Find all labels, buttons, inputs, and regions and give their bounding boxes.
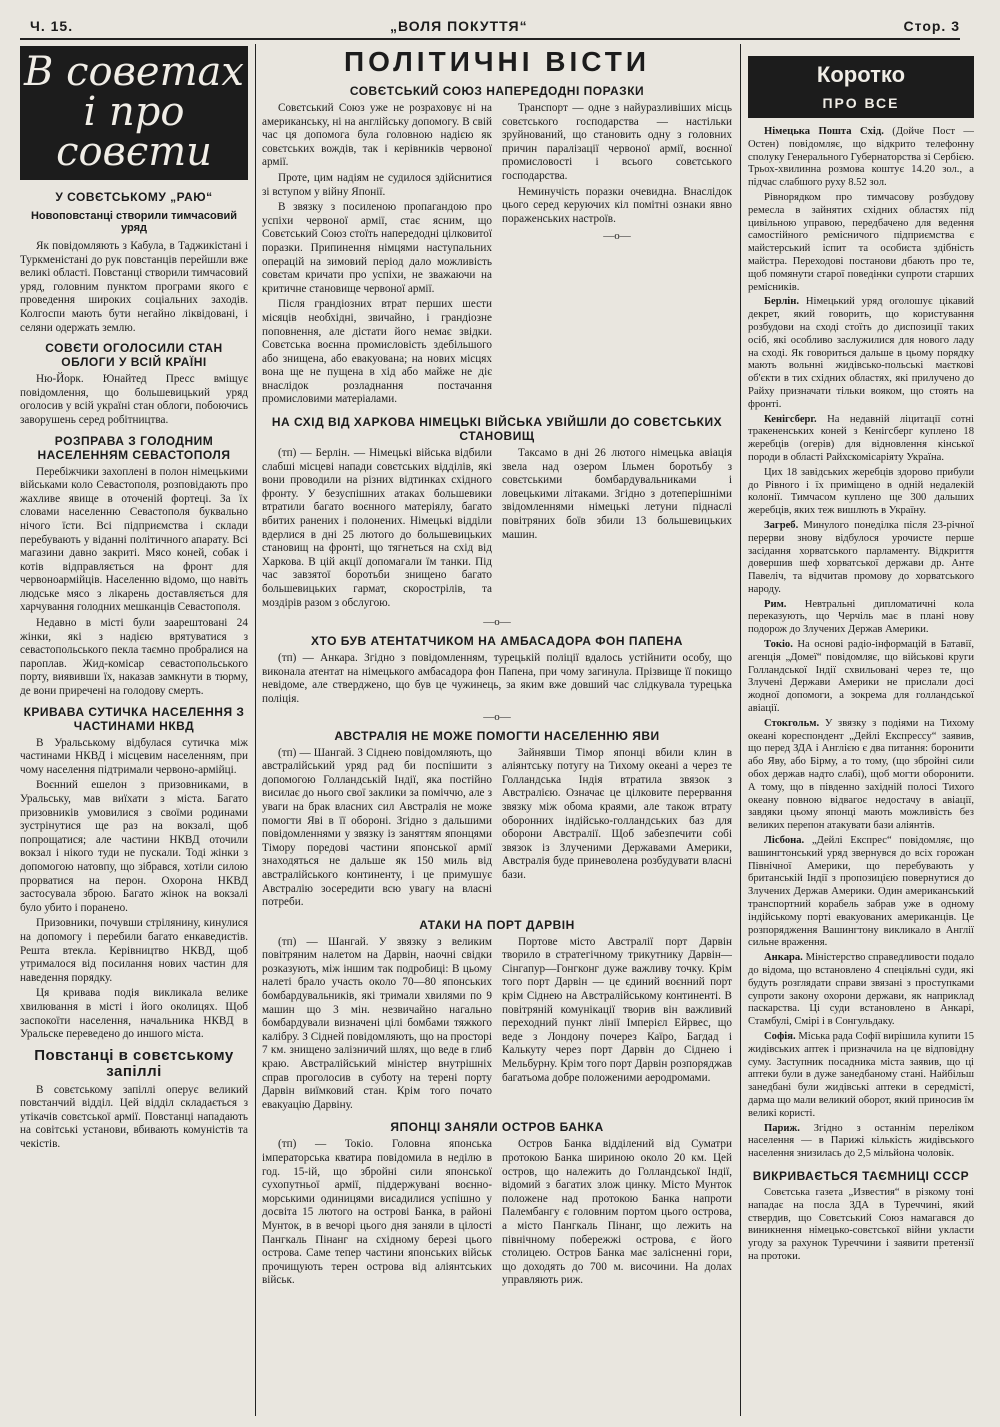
news-brief: [748, 1031, 974, 1121]
article-text: Проте, цим надіям не судилося здійснитися зі вступом у війну Японії.: [262, 171, 492, 198]
headline: АТАКИ НА ПОРТ ДАРВІН: [419, 917, 575, 932]
divider: —o—: [483, 710, 511, 723]
section-banner: В советах і про совєти: [20, 46, 248, 180]
article-text: Портове місто Австралії порт Дарвін творило в стратегічному трикутнику Дарвін—Сінгапур—Гонгконг дуже важливу точку. Крім того порт Дарвін — це єдиний воєнний порт крім Сіднею на Австралійському континенті. В повітряній комунікації творив він важливий переходний пункт лінії Імперієл Ейрвес, що веде з Лондону почерез Каїро, Багдад і Калькуту через порт Дарвін до Сіднею і Мельбурну. Крім того порт Дарвін розпоряджав багатьома добре положеними аеродромами.: [502, 935, 732, 1084]
column-rule: [740, 44, 741, 1416]
article-text: (тп) — Берлін. — Німецькі війська відбили слабші місцеві напади совєтських відділів, які вони проводили на різних відтинках східного фронту. У безуспішних атаках большевики втратили багато воєнного матеріялу, багато вбитих ранених і полонених. Німецькі відділи вдерлися в дні 25 лютого до большевицьких становищ на фронті, що тягнеться на схід від Харкова. В цій акції допомагали їм танки. Під час завзятої боротьби знищено багато большевицьких гармат, скорострілів, та моздірів разом з обслугою.: [262, 447, 492, 609]
newspaper-title: „ВОЛЯ ПОКУТТЯ“: [390, 18, 528, 34]
news-brief: [748, 1123, 974, 1161]
brief-text: Німецький уряд оголошує цікавий декрет, який говорить, що користування розбудови на сході стоїть до диспозиції таких осіб, які особливо заслужилися для нового ладу на сході. Як говориться дальше в цьому порядку мають вольнні жидівсько-польські маєткові об'єкти в тих східних областях, які прилучено до Райху призначати тільки вояком, що стоять на фронті.: [748, 296, 974, 410]
article-body: [262, 747, 732, 912]
news-brief: [748, 296, 974, 411]
brief-text: Міністерство справедливости подало до відома, що встановлено 4 спеціяльні суди, які будуть розглядати справи звязані з проступками супроти закону охорони держави, як наприклад паскарства. Ці суди встановлено в Анкарі, Стамбулі, Смірі і в Сонгульдаку.: [748, 952, 974, 1028]
news-brief: [748, 126, 974, 190]
article-text: Недавно в місті були заарештовані 24 жінки, які з надією врятуватися з севастопольського пекла таємно пробралися на пароплав. Жид-комісар севастопольського порту, виявивши їх, наказав замкнути в тюрму, де вони приречені на голодову смерть.: [20, 617, 248, 698]
article-text: В Уральському відбулася сутичка між частинами НКВД і місцевим населенням, при чому населення підтримали червоно-армійці.: [20, 736, 248, 776]
news-brief: [748, 639, 974, 716]
article-text: Совєтський Союз уже не розраховує ні на американську, ні на англійську допомогу. В свій час ця допомога була головною надією як совєтських вождів, так і керівників червоної армії.: [262, 102, 492, 169]
headline: Повстанці в совєтському запіллі: [34, 1046, 234, 1080]
news-brief-list: [748, 126, 974, 1161]
headline: У СОВЄТСЬКОМУ „РАЮ“: [55, 190, 213, 204]
brief-text: У звязку з подіями на Тихому океані кореспондент „Дейлі Експрессу“ заявив, що перед ЗДА і Англією є два питання: боронити або Яву, або Бірму, а то тому, (що збройні сили обох держав надто слабі), щоб могти оборонити. А тому, що в південно західній полосі Тихого океану повною відвагоє недостачу в авіації, завдяки цьому японці мають можливість без великих перепон атакувати бази аліянтів.: [748, 717, 974, 832]
article-body: [262, 936, 732, 1115]
article-text: В звязку з посиленою пропагандою про успіхи червоної армії, стає ясним, що Совєтський Союз стоїть напередодні цілковитої поразки. Припинення німцями наступальних операцій на зимовий період дало можливість совєтам кричати про успіхи, не зважаючи на критичне становище червоної армії.: [262, 201, 492, 295]
article-text: (тп) — Шангай. З Сіднею повідомляють, що австралійський уряд рад би поспішити з допомогою Голландській Індії, яка постійно висилає до нього свої заклики за поміччю, але з уваги на брак власних сил Австралія не може помогти Яві в її обороні. Згідно з дальшими повідомленнями у звязку із заняттям японцями Тімору поредові частини японської армії знаходяться не дальше як 150 миль від австралійського континенту, і це примушує Австралію зосередити всю увагу на власні потреби.: [262, 746, 492, 909]
brief-text: Невтральні дипломатичні кола переказують, що Черчіль має в плані нову подорож до Злучених Держав Америки.: [748, 598, 974, 636]
brief-dateline: Стокгольм.: [764, 717, 820, 729]
article-body: [262, 447, 732, 612]
brief-dateline: Лісбона.: [764, 835, 805, 847]
brief-dateline: Рим.: [764, 598, 787, 610]
headline: СОВЄТИ ОГОЛОСИЛИ СТАН ОБЛОГИ У ВСІЙ КРАЇНІ: [45, 341, 223, 370]
headline: ЯПОНЦІ ЗАНЯЛИ ОСТРОВ БАНКА: [390, 1120, 604, 1135]
brief-text: (Дойче Пост — Остен) повідомляє, що відкрито телефонну сполуку Генерального Губернаторства зі Сербією. Трьох-хвилинна розмова коштує 14.20 зол., а підчас слабшого руху 8.52 зол.: [748, 126, 974, 189]
headline: РОЗПРАВА З ГОЛОДНИМ НАСЕЛЕННЯМ СЕВАСТОПОЛЯ: [37, 433, 231, 462]
brief-text: „Дейлі Експрес“ повідомляє, що вашингтонський уряд звернувся до всіх горожан Північної Америки, що перебувають у британській Індії з пропозицією повернутися до Злучених Держав Америки. Один американський транспортний корабель забрав уже в одному індійському порті евакуованих американців. Це розпорядження Вашингтону викликало в Англії сильне враження.: [748, 835, 974, 949]
right-column: [748, 56, 974, 1416]
article-text: Зайнявши Тімор японці вбили клин в аліянтську потугу на Тихому океані а через те Голландська Індія втратила звязок з Австралією. Означає це цілковите перервання звязку між обома краями, але також втрату оборонних індійсько-голландських баз для оборони Австралії. Щоб забезпечити собі звязок із Злученими Державами Америки, Австралія буде приневолена розбудувати власні бази.: [502, 746, 732, 881]
article-text: Транспорт — одне з найуразливіших місць совєтського господарства — настільки зруйнований, що становить одну з головних причин паралізації червоної армії, воєнної промисловості і всього совєтського господарства.: [502, 102, 732, 182]
brief-dateline: Німецька Пошта Схід.: [764, 126, 884, 137]
left-column: [20, 46, 248, 1416]
brief-dateline: Париж.: [764, 1122, 800, 1134]
news-brief: [748, 414, 974, 465]
section-banner: [748, 56, 974, 118]
article-body: [262, 1138, 732, 1290]
article-text: (тп) — Шангай. У звязку з великим повітряним налетом на Дарвін, наочні свідки розказують, між іншим так подробиці: В цьому налеті брало участь около 70—80 японських бомбардувальників, які тримали хвилями по 9 машин що 3 мін. незвичайно нагально бомбардували визначені цілі бомбами тяжкого калібру. З Сідней повідомляють, що на просторі 7 км. знищено залізничий шлях, що веде в глиб краю. Австралійський міністер внутрішніх справ проголосив в суботу на терені порту Дарвін виїмковий стан. Крім того почато евакуацію Дарвіну.: [262, 935, 492, 1111]
brief-dateline: Берлін.: [764, 296, 799, 308]
headline: ХТО БУВ АТЕНТАТЧИКОМ НА АМБАСАДОРА ФОН ПАПЕНА: [311, 634, 683, 649]
article-text: Як повідомляють з Кабула, в Таджикістані і Туркменістані до рук повстанців перейшли вже великі області. Повстанці створили тимчасовий уряд, головним пунктом програми якого є проведення широких соціальних заходів. Колгоспи мають бути негайно ліквідовані, і селяни одержать землю.: [20, 240, 248, 334]
brief-dateline: Токіо.: [764, 639, 793, 651]
news-brief: [748, 520, 974, 597]
brief-dateline: Софія.: [764, 1030, 796, 1042]
brief-text: Рівнорядком про тимчасову розбудову ремесла в зайнятих східних областях під цивільною управою, передбачено для ведення самостійного ремісничого підприємства є майстерський іспит та особиста здібність майстра. Переходові постанови дбають про те, щоб помянути старої поведінки супроти старших ремісників.: [748, 191, 974, 293]
article-text: Неминучість поразки очевидна. Внаслідок цього серед керуючих кіл помітні ознаки явно пораженських настроїв.: [502, 185, 732, 225]
article-text: Совєтська газета „Известия“ в різкому тоні нападає на посла ЗДА в Туреччині, який ствердив, що Совєтський Союз намагався до виникнення німецько-совєтської війни укласти угоду за рахунок Туреччини і заявити претензії на протоки.: [748, 1186, 974, 1262]
section-title: ПОЛІТИЧНІ ВІСТИ: [343, 46, 651, 77]
issue-number: Ч. 15.: [30, 18, 74, 34]
page-number: Стор. 3: [903, 18, 960, 34]
brief-text: На основі радіо-інформацій в Батавії, агенція „Домеї“ повідомляє, що військові круги Голландської Індії схвильовані через те, що Злучені Держави Америки не прислали досі жодної допомоги, а зокрема для голландської авіації.: [748, 639, 974, 715]
brief-text: Цих 18 завідських жеребців здорово прибули до Рівного і їх приміщено в одній недалекій колонії. Тимчасом куплено ще 300 дальших жеребців, яких теж вишлють в Україну.: [748, 466, 974, 517]
news-brief: [748, 718, 974, 833]
banner-title: Коротко: [816, 62, 906, 87]
article-text: В совєтському запіллі оперує великий повстанчий відділ. Цей відділ складається з утікачів совєтської армії. Повстанці нападають на совітські установи, вбивають комуністів та чекістів.: [20, 1083, 248, 1151]
article-text: Ню-Йорк. Юнайтед Пресс вміщує повідомлення, що большевицький уряд оголосив у всій україні стан облоги, побоючись заворушень серед робітництва.: [20, 373, 248, 426]
divider: —o—: [603, 230, 631, 243]
page-header: [30, 18, 960, 38]
article-text: (тп) — Анкара. Згідно з повідомленням, турецькій поліції вдалось устійнити особу, що виконала атентат на німецького амбасадора фон Папена, при чому загинула. Прізвище її покищо невідоме, але стверджено, що був це чужинець, за яким вже довший час слідкувала турецька поліція.: [262, 652, 732, 705]
news-brief: [748, 835, 974, 950]
brief-dateline: Анкара.: [764, 952, 803, 964]
article-text: Таксамо в дні 26 лютого німецька авіація звела над озером Ільмен боротьбу з совєтськими бомбардувальниками і ловецькими літаками. Згідно з дотеперішніми звідомленнями німецькі летуни піднаслі повітряних боїв збили 13 большевицьких машин.: [502, 447, 732, 541]
header-rule: [20, 38, 960, 40]
headline: КРИВАВА СУТИЧКА НАСЕЛЕННЯ З ЧАСТИНАМИ НКВД: [23, 704, 245, 733]
news-brief: [748, 467, 974, 518]
divider: —o—: [483, 616, 511, 629]
brief-dateline: Кенігсберг.: [764, 413, 817, 425]
article-text: Остров Банка відділений від Суматри протокою Банка шириною около 20 км. Цей остров, що належить до Голландської Індії, відомий з багатих злож цинку. Місто Мунток положене над протокою Банка напроти Палембангу є головним портом цього острова, а місто Пангкаль Пінанг, що лежить на північному побережжі острова, є його столицею. Остров Банка має залісненні гори, що доходять до 700 м. височини. На долах управляють риж.: [502, 1138, 732, 1287]
subheadline: Новоповстанці створили тимчасовий уряд: [30, 210, 238, 234]
brief-dateline: Загреб.: [764, 519, 799, 531]
brief-text: На недавній ліцитації сотні тракененських коней з Кенігсберг куплено 18 жеребців (огерів) для відновлення кінської породи в області Райхскомісаріяту Україна.: [748, 413, 974, 463]
article-body: [262, 102, 732, 409]
center-column: [262, 44, 732, 1420]
brief-text: Минулого понеділка після 23-річної перерви знову відбулося урочисте перше засідання хорватського парламенту. Відкриття довершив шеф хорватської держави др. Анте Павеліч, та відчитав промову до хорватського народу.: [748, 519, 974, 595]
brief-text: Міська рада Софії вирішила купити 15 жидівських аптек і призначила на це відповідну суму. Заступник посадника міста заявив, що ці аптеки були в дуже занедбаному стані. Найбільш занедбані були жидівські аптеки в середмісті, дарма що мали великий оборот, який приносив їм великі користі.: [748, 1030, 974, 1119]
column-rule: [255, 44, 256, 1416]
news-brief: [748, 599, 974, 637]
headline: НА СХІД ВІД ХАРКОВА НІМЕЦЬКІ ВІЙСЬКА УВІЙШЛИ ДО СОВЄТСЬКИХ СТАНОВИЩ: [271, 415, 723, 444]
news-brief: [748, 192, 974, 294]
article-text: Воєнний ешелон з призовниками, в Уральську, мав виїхати з міста. Багато призовників умовилися з своїми родинами зустрінутися ще раз на вокзалі, щоб попрощатися; але частини НКВД оточили вокзал і нікого туди не пускали. Тоді жінки з допомогою натовпу, що зібрався, хотіли силою прорватися на перон. Охорона НКВД застосувала зброю. Багато жінок на вокзалі було убито і поранено.: [20, 779, 248, 914]
news-brief: [748, 952, 974, 1029]
brief-text: Згідно з останнім переліком населення — в Парижі кількість жидівського населення знизилась до 2,5 мільйона чоловік.: [748, 1122, 974, 1160]
article-text: (тп) — Токіо. Головна японська імператорська кватира повідомила в неділю в год. 15-ій, що збройні сили японської сухопутньої армії, піддержувані воєнно-морськими одиницями висадилися успішно у досвіта 15 лютого на острові Банка, в районі Мунток, в в вечорі цього дня заняли в цілості Пангкаль Пінанг на східному березі цього острова. Саме тепер частини японських військ прочищують терен острова від аліянтських військ.: [262, 1138, 492, 1287]
headline: СОВЄТСЬКИЙ СОЮЗ НАПЕРЕДОДНІ ПОРАЗКИ: [349, 84, 645, 98]
headline: ВИКРИВАЄТЬСЯ ТАЄМНИЦІ СССР: [752, 1168, 970, 1183]
headline: АВСТРАЛІЯ НЕ МОЖЕ ПОМОГТИ НАСЕЛЕННЮ ЯВИ: [334, 728, 660, 743]
article-text: Після грандіозних втрат перших шести місяців необхідні, звичайно, і грандіозне поповнення, але дістати його немає звідки. Совєтська воєнна промисловість здебільшого або знищена, або евакуована; на нових місцях вона ще не пущена в хід або майже не діє внаслідок розладнання постачання промисловими матеріалами.: [262, 298, 492, 406]
article-text: Ця кривава подія викликала велике хвилювання в місті і його околицях. Щоб заспокоїти населення, начальника НКВД в Уральске переведено до иншого міста.: [20, 987, 248, 1041]
article-text: Перебіжчики захоплені в полон німецькими військами коло Севастополя, розповідають про жахливе явище в оточеній фортеці. За їх словами населенню Севастополя буквально нічого їсти. Всі підприємства і склади перебувають у віданні політичного апарату. Всі магазини давно закриті. Мясо коней, собак і котів відправляється на фронт для червоноармійців. Населенню відомо, що навіть людське мясо з лікарень доставляється для харчування голодних мешканців Севастополя.: [20, 465, 248, 614]
article-text: Призовники, почувши стрілянину, кинулися на допомогу і перебили багато енкаведистів. Решта втекла. Керівництво НКВД, щоб утрималося від посилання нових частин для наведення порядку.: [20, 917, 248, 984]
banner-subtitle: ПРО ВСЕ: [822, 95, 900, 111]
